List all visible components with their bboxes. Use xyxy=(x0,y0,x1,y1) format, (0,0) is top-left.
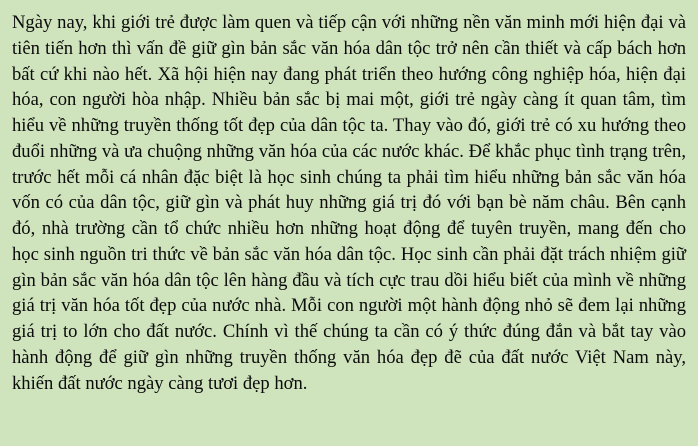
essay-body-text: Ngày nay, khi giới trẻ được làm quen và tiếp cận với những nền văn minh mới hiện đại và tiên tiến hơn thì vấn đề giữ gìn bản sắc văn hóa dân tộc trở nên cần thiết và cấp bách hơn bất cứ khi nào hết. Xã hội hiện nay đang phát triển theo hướng công nghiệp hóa, hiện đại hóa, con người hòa nhập. Nhiều bản sắc bị mai một, giới trẻ ngày càng ít quan tâm, tìm hiểu về những truyền thống tốt đẹp của dân tộc ta. Thay vào đó, giới trẻ có xu hướng theo đuổi những và ưa chuộng những văn hóa của các nước khác. Để khắc phục tình trạng trên, trước hết mỗi cá nhân đặc biệt là học sinh chúng ta phải tìm hiểu những bản sắc văn hóa vốn có của dân tộc, giữ gìn và phát huy những giá trị đó với bạn bè năm châu. Bên cạnh đó, nhà trường cần tổ chức nhiều hơn những hoạt động để tuyên truyền, mang đến cho học sinh nguồn tri thức về bản sắc văn hóa dân tộc. Học sinh cần phải đặt trách nhiệm giữ gìn bản sắc văn hóa dân tộc lên hàng đầu và tích cực trau dồi hiểu biết của mình về những giá trị văn hóa tốt đẹp của nước nhà. Mỗi con người một hành động nhỏ sẽ đem lại những giá trị to lớn cho đất nước. Chính vì thế chúng ta cần có ý thức đúng đắn và bắt tay vào hành động để giữ gìn những truyền thống văn hóa đẹp đẽ của đất nước Việt Nam này, khiến đất nước ngày càng tươi đẹp hơn. xyxy=(12,12,691,394)
